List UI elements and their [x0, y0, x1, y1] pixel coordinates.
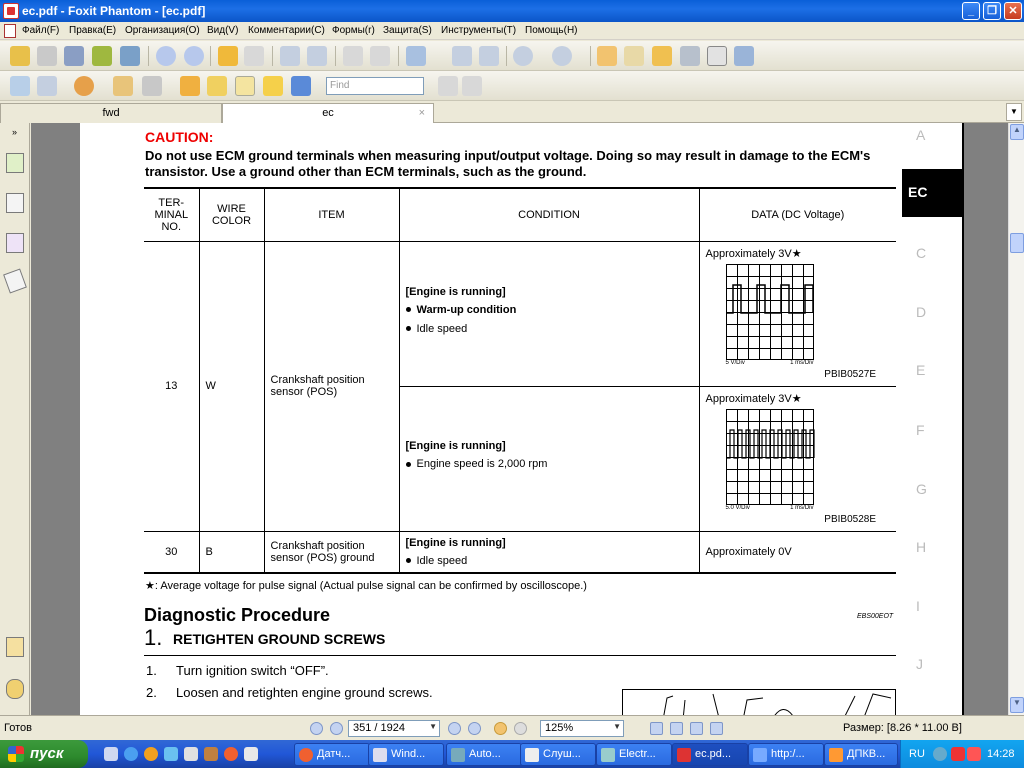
- bullet-icon: [406, 307, 411, 312]
- bullet-icon: [406, 462, 411, 467]
- zoom-out-icon[interactable]: [513, 46, 533, 66]
- terminal-cell: 30: [144, 531, 199, 573]
- start-label: пуск: [30, 745, 64, 762]
- toolbar-separator: [506, 46, 507, 66]
- pointer-icon[interactable]: [652, 46, 672, 66]
- header-wire-color: WIRE COLOR: [199, 188, 264, 241]
- document-viewport[interactable]: [31, 123, 1008, 715]
- network-tray-icon[interactable]: [933, 747, 947, 761]
- attachments-panel-icon[interactable]: [6, 679, 24, 699]
- tab-ec[interactable]: [222, 103, 434, 123]
- section-tab-h: H: [916, 539, 927, 555]
- open-folder-icon[interactable]: [10, 46, 30, 66]
- minimize-button[interactable]: _: [962, 2, 980, 20]
- close-button[interactable]: ✕: [1004, 2, 1022, 20]
- secondary-toolbar: [0, 71, 1024, 101]
- extract-page-icon[interactable]: [307, 46, 327, 66]
- quicklaunch-player-icon[interactable]: [204, 747, 218, 761]
- taskbar-button[interactable]: http:/...: [748, 743, 824, 766]
- section-tab-e: E: [916, 362, 926, 378]
- bullet-icon: [406, 326, 411, 331]
- page-size-text: Размер: [8.26 * 11.00 B]: [843, 722, 962, 734]
- window-title: ec.pdf - Foxit Phantom - [ec.pdf]: [22, 4, 206, 18]
- typewriter-icon[interactable]: [707, 46, 727, 66]
- menu-help[interactable]: Помощь(H): [525, 25, 578, 36]
- caution-text: Do not use ECM ground terminals when measuring input/output voltage. Doing so may result in damage to the ECM's transistor. Use a ground other than ECM terminals, such as the ground.: [145, 148, 871, 179]
- lock-icon[interactable]: [142, 76, 162, 96]
- data-cell: Approximately 0V: [699, 531, 896, 573]
- menu-tools[interactable]: Инструменты(T): [441, 25, 517, 36]
- menu-bar: [0, 22, 1024, 40]
- next-page-icon[interactable]: [184, 46, 204, 66]
- title-bar: [0, 0, 1024, 22]
- close-tab-icon[interactable]: ×: [418, 107, 425, 119]
- menu-organize[interactable]: Организация(O): [125, 25, 200, 36]
- quicklaunch-folder-icon[interactable]: [244, 747, 258, 761]
- toolbar-separator: [148, 46, 149, 66]
- condition-heading: [Engine is running]: [405, 536, 506, 549]
- footnote: ★: Average voltage for pulse signal (Actual pulse signal can be confirmed by oscilloscope.): [145, 580, 587, 592]
- maximize-button[interactable]: ❐: [983, 2, 1001, 20]
- tab-list-dropdown[interactable]: ▼: [1006, 103, 1022, 121]
- scan-icon[interactable]: [120, 46, 140, 66]
- taskbar-button[interactable]: ДПКВ...: [824, 743, 898, 766]
- save-icon[interactable]: [37, 46, 57, 66]
- print-icon[interactable]: [64, 46, 84, 66]
- section-tab-i: I: [916, 598, 920, 614]
- figure-code: PBIB0528E: [824, 514, 876, 525]
- quicklaunch-save-icon[interactable]: [104, 747, 118, 761]
- section-tab-d: D: [916, 304, 927, 320]
- oscilloscope-waveform-1: [726, 264, 814, 360]
- foxit-app-icon[interactable]: [3, 3, 19, 19]
- fit-width-icon[interactable]: [479, 46, 499, 66]
- data-cell: [699, 386, 896, 531]
- quicklaunch-desktop-icon[interactable]: [184, 747, 198, 761]
- condition-heading: [Engine is running]: [405, 440, 506, 452]
- navigation-panel: [0, 123, 30, 715]
- user-icon[interactable]: [74, 76, 94, 96]
- condition-text: Idle speed: [416, 322, 468, 335]
- bookmark-panel-icon[interactable]: [10, 76, 30, 96]
- network-icon: [601, 748, 615, 762]
- section-tab-f: F: [916, 422, 925, 438]
- status-text: Готов: [4, 722, 32, 734]
- step-divider: [144, 655, 896, 656]
- data-cell: [699, 241, 896, 386]
- forward-arrow-icon[interactable]: [244, 46, 264, 66]
- document-icon: [525, 748, 539, 762]
- continuous-view-icon[interactable]: [670, 722, 683, 735]
- taskbar-button[interactable]: Датч...: [294, 743, 370, 766]
- chrome-icon: [299, 748, 313, 762]
- menu-forms[interactable]: Формы(r): [332, 25, 375, 36]
- condition-bullet: [406, 458, 693, 470]
- voltage-value: Approximately 3V★: [705, 248, 802, 260]
- table-header-row: [144, 188, 896, 241]
- instruction-item: 2. Loosen and retighten engine ground screws.: [146, 685, 433, 700]
- page-number-field[interactable]: 351 / 1924 ▼: [348, 720, 440, 737]
- condition-text: Idle speed: [416, 554, 468, 567]
- document-icon[interactable]: [4, 24, 16, 38]
- menu-edit[interactable]: Правка(E): [69, 25, 117, 36]
- wire-color-cell: B: [199, 531, 264, 573]
- scroll-up-icon[interactable]: ▲: [1010, 124, 1024, 140]
- header-data: DATA (DC Voltage): [699, 188, 896, 241]
- note-icon[interactable]: [263, 76, 283, 96]
- continuous-facing-view-icon[interactable]: [710, 722, 723, 735]
- condition-cell: [399, 241, 699, 386]
- tab-label: ec: [322, 107, 334, 119]
- document-tabs: [0, 101, 1024, 123]
- redo-icon[interactable]: [370, 46, 390, 66]
- item-cell: Crankshaft position sensor (POS) ground: [264, 531, 399, 573]
- taskbar-button[interactable]: Auto...: [446, 743, 522, 766]
- table-row: [144, 531, 896, 573]
- scope-scale: 5 V/Div 1 ms/Div: [725, 360, 814, 366]
- main-toolbar: [0, 41, 1024, 71]
- bookmarks-panel-icon[interactable]: [6, 193, 24, 213]
- condition-bullet: [406, 323, 693, 335]
- taskbar-button[interactable]: Electr...: [596, 743, 672, 766]
- section-tab-j: J: [916, 656, 923, 672]
- find-input[interactable]: Find: [326, 77, 424, 95]
- last-page-icon[interactable]: [468, 722, 481, 735]
- pdf-icon: [677, 748, 691, 762]
- condition-cell: [399, 386, 699, 531]
- menu-comments[interactable]: Комментарии(C): [248, 25, 325, 36]
- section-tab-ec: EC: [902, 169, 964, 217]
- next-page-icon[interactable]: [448, 722, 461, 735]
- scope-scale: 5.0 V/Div 1 ms/Div: [725, 505, 814, 511]
- terminal-cell: 13: [144, 241, 199, 531]
- condition-bullet: [406, 555, 693, 567]
- condition-cell: [399, 531, 699, 573]
- diagnostic-procedure-title: Diagnostic Procedure: [144, 605, 331, 625]
- facing-view-icon[interactable]: [690, 722, 703, 735]
- previous-page-icon[interactable]: [156, 46, 176, 66]
- condition-text: Warm-up condition: [416, 303, 517, 316]
- header-item: ITEM: [264, 188, 399, 241]
- bullet-icon: [406, 558, 411, 563]
- find-previous-icon[interactable]: [438, 76, 458, 96]
- tab-label: fwd: [102, 107, 120, 119]
- pulse-waveform-icon: [727, 410, 815, 506]
- condition-bullet: [406, 304, 693, 316]
- expand-panel-icon[interactable]: »: [12, 127, 18, 137]
- section-tab-g: G: [916, 481, 927, 497]
- zoom-in-icon[interactable]: [552, 46, 572, 66]
- back-arrow-icon[interactable]: [218, 46, 238, 66]
- back-view-icon[interactable]: [494, 722, 507, 735]
- scroll-thumb[interactable]: [1010, 233, 1024, 253]
- wire-color-cell: W: [199, 241, 264, 531]
- instruction-item: 1. Turn ignition switch “OFF”.: [146, 663, 329, 678]
- first-page-icon[interactable]: [310, 722, 323, 735]
- hand-tool-icon[interactable]: [597, 46, 617, 66]
- pulse-waveform-icon: [727, 265, 815, 361]
- forward-view-icon[interactable]: [514, 722, 527, 735]
- find-binoculars-icon[interactable]: [680, 46, 700, 66]
- quicklaunch-chrome-icon[interactable]: [224, 747, 238, 761]
- find-next-icon[interactable]: [462, 76, 482, 96]
- toolbar-separator: [272, 46, 273, 66]
- security-tray-icon[interactable]: [967, 747, 981, 761]
- language-indicator[interactable]: RU: [909, 748, 925, 760]
- condition-heading: [Engine is running]: [405, 285, 506, 298]
- toolbar-separator: [210, 46, 211, 66]
- quicklaunch-firefox-icon[interactable]: [144, 747, 158, 761]
- windows-logo-icon: [8, 746, 24, 762]
- select-text-icon[interactable]: [624, 46, 644, 66]
- app-icon: [829, 748, 843, 762]
- tab-fwd[interactable]: [0, 103, 222, 123]
- toolbar-separator: [398, 46, 399, 66]
- autocad-icon: [451, 748, 465, 762]
- diagnostic-code: EBS00EOT: [857, 613, 894, 620]
- tag-icon[interactable]: [113, 76, 133, 96]
- quicklaunch-ie-icon[interactable]: [124, 747, 138, 761]
- taskbar-button[interactable]: Wind...: [368, 743, 444, 766]
- condition-text: Engine speed is 2,000 rpm: [416, 458, 548, 470]
- zoom-icon[interactable]: [406, 46, 426, 66]
- toolbar-separator: [590, 46, 591, 66]
- figure-code: PBIB0527E: [824, 369, 876, 380]
- system-tray: [900, 740, 1024, 768]
- window-icon: [373, 748, 387, 762]
- single-page-view-icon[interactable]: [650, 722, 663, 735]
- item-cell: Crankshaft position sensor (POS): [264, 241, 399, 531]
- menu-protect[interactable]: Защита(S): [383, 25, 432, 36]
- comments-panel-icon[interactable]: [6, 637, 24, 657]
- terminal-data-table: [144, 187, 896, 574]
- snapshot-camera-icon[interactable]: [734, 46, 754, 66]
- section-tab-a: A: [916, 127, 926, 143]
- engine-sketch-icon: [623, 690, 897, 715]
- text-box-icon[interactable]: [235, 76, 255, 96]
- table-row: [144, 241, 896, 386]
- antivirus-tray-icon[interactable]: [951, 747, 965, 761]
- zoom-level-field[interactable]: 125% ▼: [540, 720, 624, 737]
- engine-diagram-figure: [622, 689, 896, 715]
- prev-page-icon[interactable]: [330, 722, 343, 735]
- header-condition: CONDITION: [399, 188, 699, 241]
- pdf-page: [80, 123, 964, 715]
- pencil-icon[interactable]: [180, 76, 200, 96]
- step-number: 1.: [144, 625, 163, 650]
- step-title: RETIGHTEN GROUND SCREWS: [173, 631, 386, 647]
- taskbar-button[interactable]: Слуш...: [520, 743, 596, 766]
- header-terminal-no: TER-MINAL NO.: [144, 188, 199, 241]
- vertical-scrollbar[interactable]: [1008, 123, 1024, 715]
- clock: 14:28: [987, 748, 1015, 760]
- menu-file[interactable]: Файл(F): [22, 25, 60, 36]
- fit-page-icon[interactable]: [452, 46, 472, 66]
- voltage-value: Approximately 3V★: [705, 393, 802, 405]
- undo-icon[interactable]: [343, 46, 363, 66]
- start-button[interactable]: [0, 740, 88, 768]
- signatures-panel-icon[interactable]: [6, 233, 24, 253]
- sign-icon[interactable]: [207, 76, 227, 96]
- menu-view[interactable]: Вид(V): [207, 25, 239, 36]
- toolbar-separator: [335, 46, 336, 66]
- arrow-tool-icon[interactable]: [291, 76, 311, 96]
- email-icon[interactable]: [92, 46, 112, 66]
- browser-icon: [753, 748, 767, 762]
- caution-title: CAUTION:: [145, 129, 214, 145]
- section-tab-c: C: [916, 245, 927, 261]
- oscilloscope-waveform-2: [726, 409, 814, 505]
- layers-panel-icon[interactable]: [3, 269, 27, 294]
- status-bar: [0, 715, 1024, 740]
- edit-icon[interactable]: [37, 76, 57, 96]
- windows-taskbar: [0, 740, 1024, 768]
- scroll-down-icon[interactable]: ▼: [1010, 697, 1024, 713]
- pages-panel-icon[interactable]: [6, 153, 24, 173]
- insert-page-icon[interactable]: [280, 46, 300, 66]
- quicklaunch-app-icon[interactable]: [164, 747, 178, 761]
- taskbar-button-active[interactable]: ec.pd...: [672, 743, 748, 766]
